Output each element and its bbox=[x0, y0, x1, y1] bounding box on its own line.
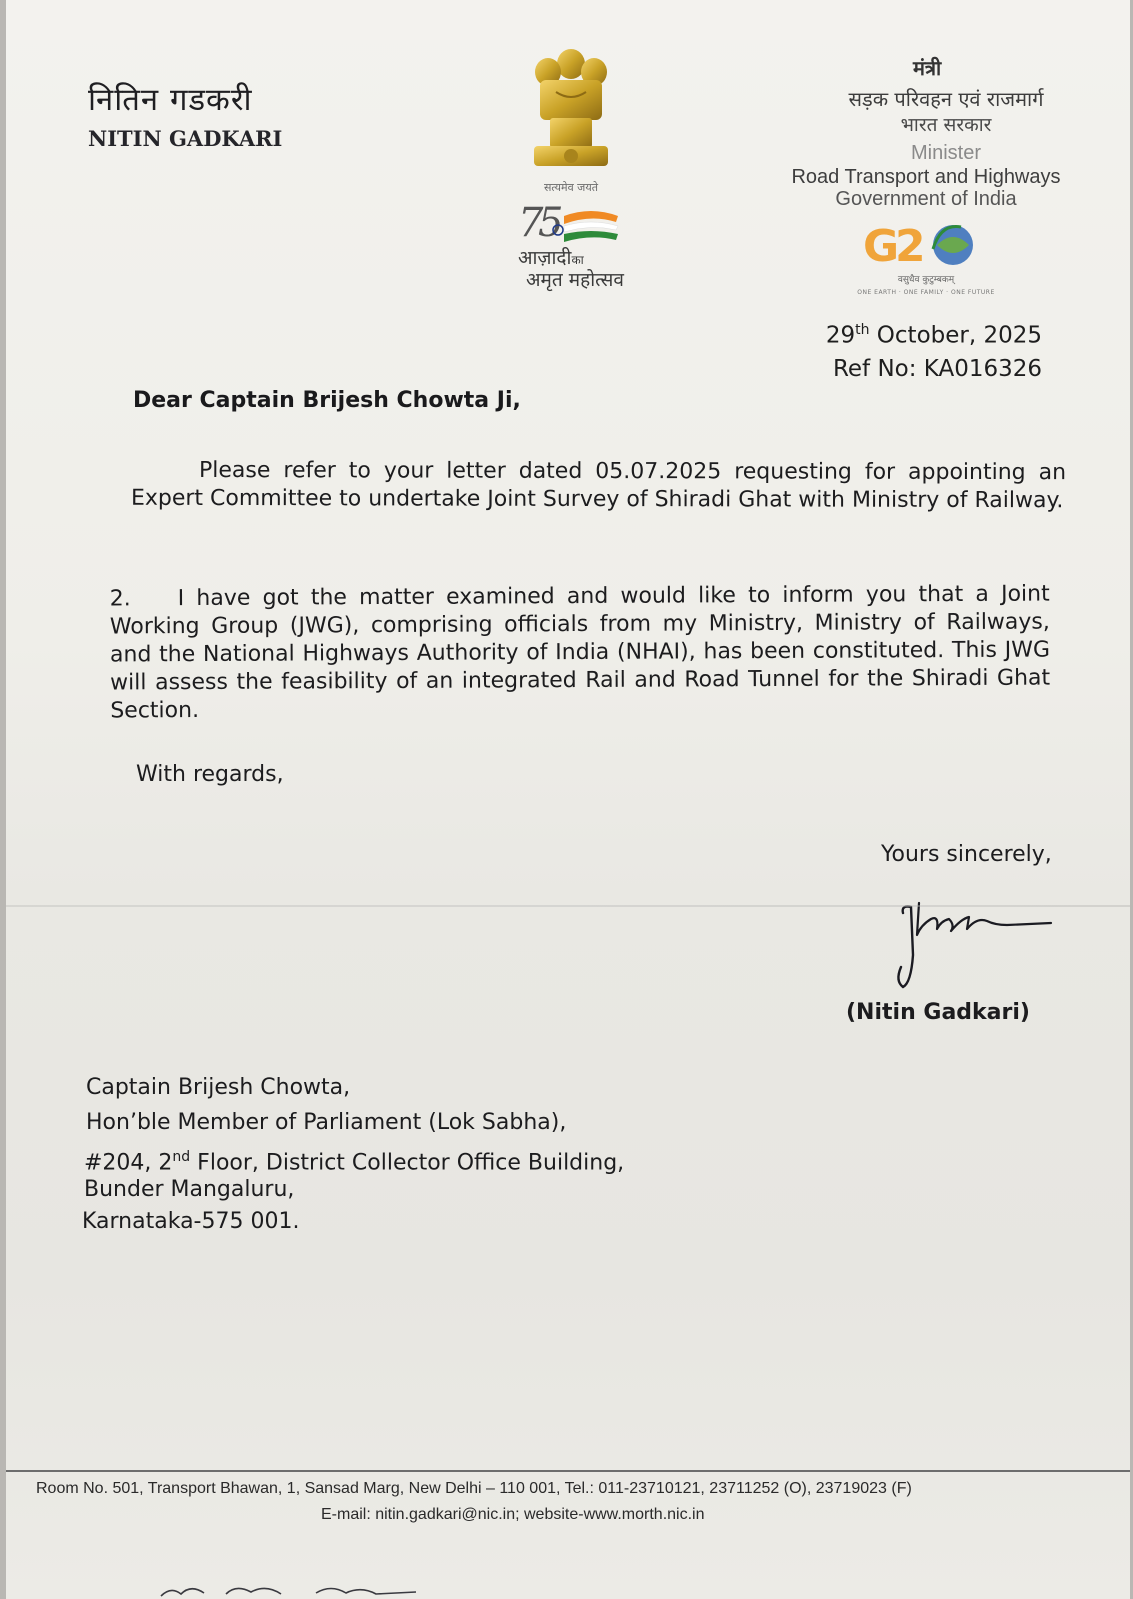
sender-name-hindi: नितिन गडकरी bbox=[88, 82, 253, 118]
svg-text:7: 7 bbox=[518, 202, 544, 246]
g20-motto-hindi: वसुधैव कुटुम्बकम् bbox=[897, 275, 955, 285]
footer-divider bbox=[6, 1470, 1130, 1472]
paragraph-1: Please refer to your letter dated 05.07.2025 requesting for appointing an Expert Committee to undertake Joint Survey of Shiradi Ghat with Ministry of Railway. bbox=[130, 457, 1067, 514]
recipient-title: Hon’ble Member of Parliament (Lok Sabha), bbox=[86, 1110, 567, 1135]
paragraph-2: 2. I have got the matter examined and would like to inform you that a Joint Working Group (JWG), comprising officials from my Ministry, Ministry of Railways, and the National Highways Authority of India (NHAI), has been constituted. This JWG will assess the feasibility of an integrated Rail and Road Tunnel for the Shiradi Ghat Section. bbox=[109, 581, 1051, 724]
recipient-city: Bunder Mangaluru, bbox=[84, 1177, 295, 1202]
reference-number: Ref No: KA016326 bbox=[832, 356, 1042, 382]
government-hindi: भारत सरकार bbox=[900, 114, 992, 136]
national-emblem-icon bbox=[526, 42, 616, 182]
svg-text:2: 2 bbox=[895, 221, 926, 272]
handwritten-note-scribble bbox=[156, 1578, 556, 1599]
ministry-hindi: सड़क परिवहन एवं राजमार्ग bbox=[848, 87, 1044, 111]
g20-logo bbox=[861, 215, 996, 275]
paragraph-number: 2. bbox=[109, 586, 131, 612]
g20-tagline: ONE EARTH · ONE FAMILY · ONE FUTURE bbox=[857, 289, 995, 296]
letter-date: 29th October, 2025 bbox=[825, 322, 1042, 349]
recipient-address-line: #204, 2nd Floor, District Collector Office Building, bbox=[84, 1149, 625, 1176]
emblem-motto: सत्यमेव जयते bbox=[543, 181, 598, 194]
sender-name-english: NITIN GADKARI bbox=[88, 126, 283, 151]
minister-title-hindi: मंत्री bbox=[913, 56, 942, 80]
government-english: Government of India bbox=[835, 188, 1017, 210]
ministry-english: Road Transport and Highways bbox=[791, 166, 1061, 188]
signatory-name: (Nitin Gadkari) bbox=[846, 1000, 1030, 1025]
minister-title-english: Minister bbox=[910, 142, 981, 164]
azadi-line2: अमृत महोत्सव bbox=[526, 269, 624, 291]
letter-sheet bbox=[6, 0, 1130, 1599]
svg-text:5: 5 bbox=[538, 202, 564, 246]
svg-text:G: G bbox=[863, 221, 900, 272]
closing: Yours sincerely, bbox=[881, 842, 1052, 867]
handwritten-signature bbox=[891, 895, 1061, 1000]
footer-contact: E-mail: nitin.gadkari@nic.in; website-www.morth.nic.in bbox=[321, 1506, 705, 1523]
azadi-line1: आज़ादीका bbox=[518, 247, 584, 269]
regards: With regards, bbox=[136, 762, 284, 787]
salutation: Dear Captain Brijesh Chowta Ji, bbox=[133, 388, 521, 413]
recipient-name: Captain Brijesh Chowta, bbox=[86, 1075, 351, 1100]
footer-address: Room No. 501, Transport Bhawan, 1, Sansad Marg, New Delhi – 110 001, Tel.: 011-23710121, 23711252 (O), 23719023 (F) bbox=[36, 1480, 912, 1497]
recipient-state-pin: Karnataka-575 001. bbox=[82, 1209, 300, 1234]
paper-fold-line bbox=[6, 905, 1130, 907]
